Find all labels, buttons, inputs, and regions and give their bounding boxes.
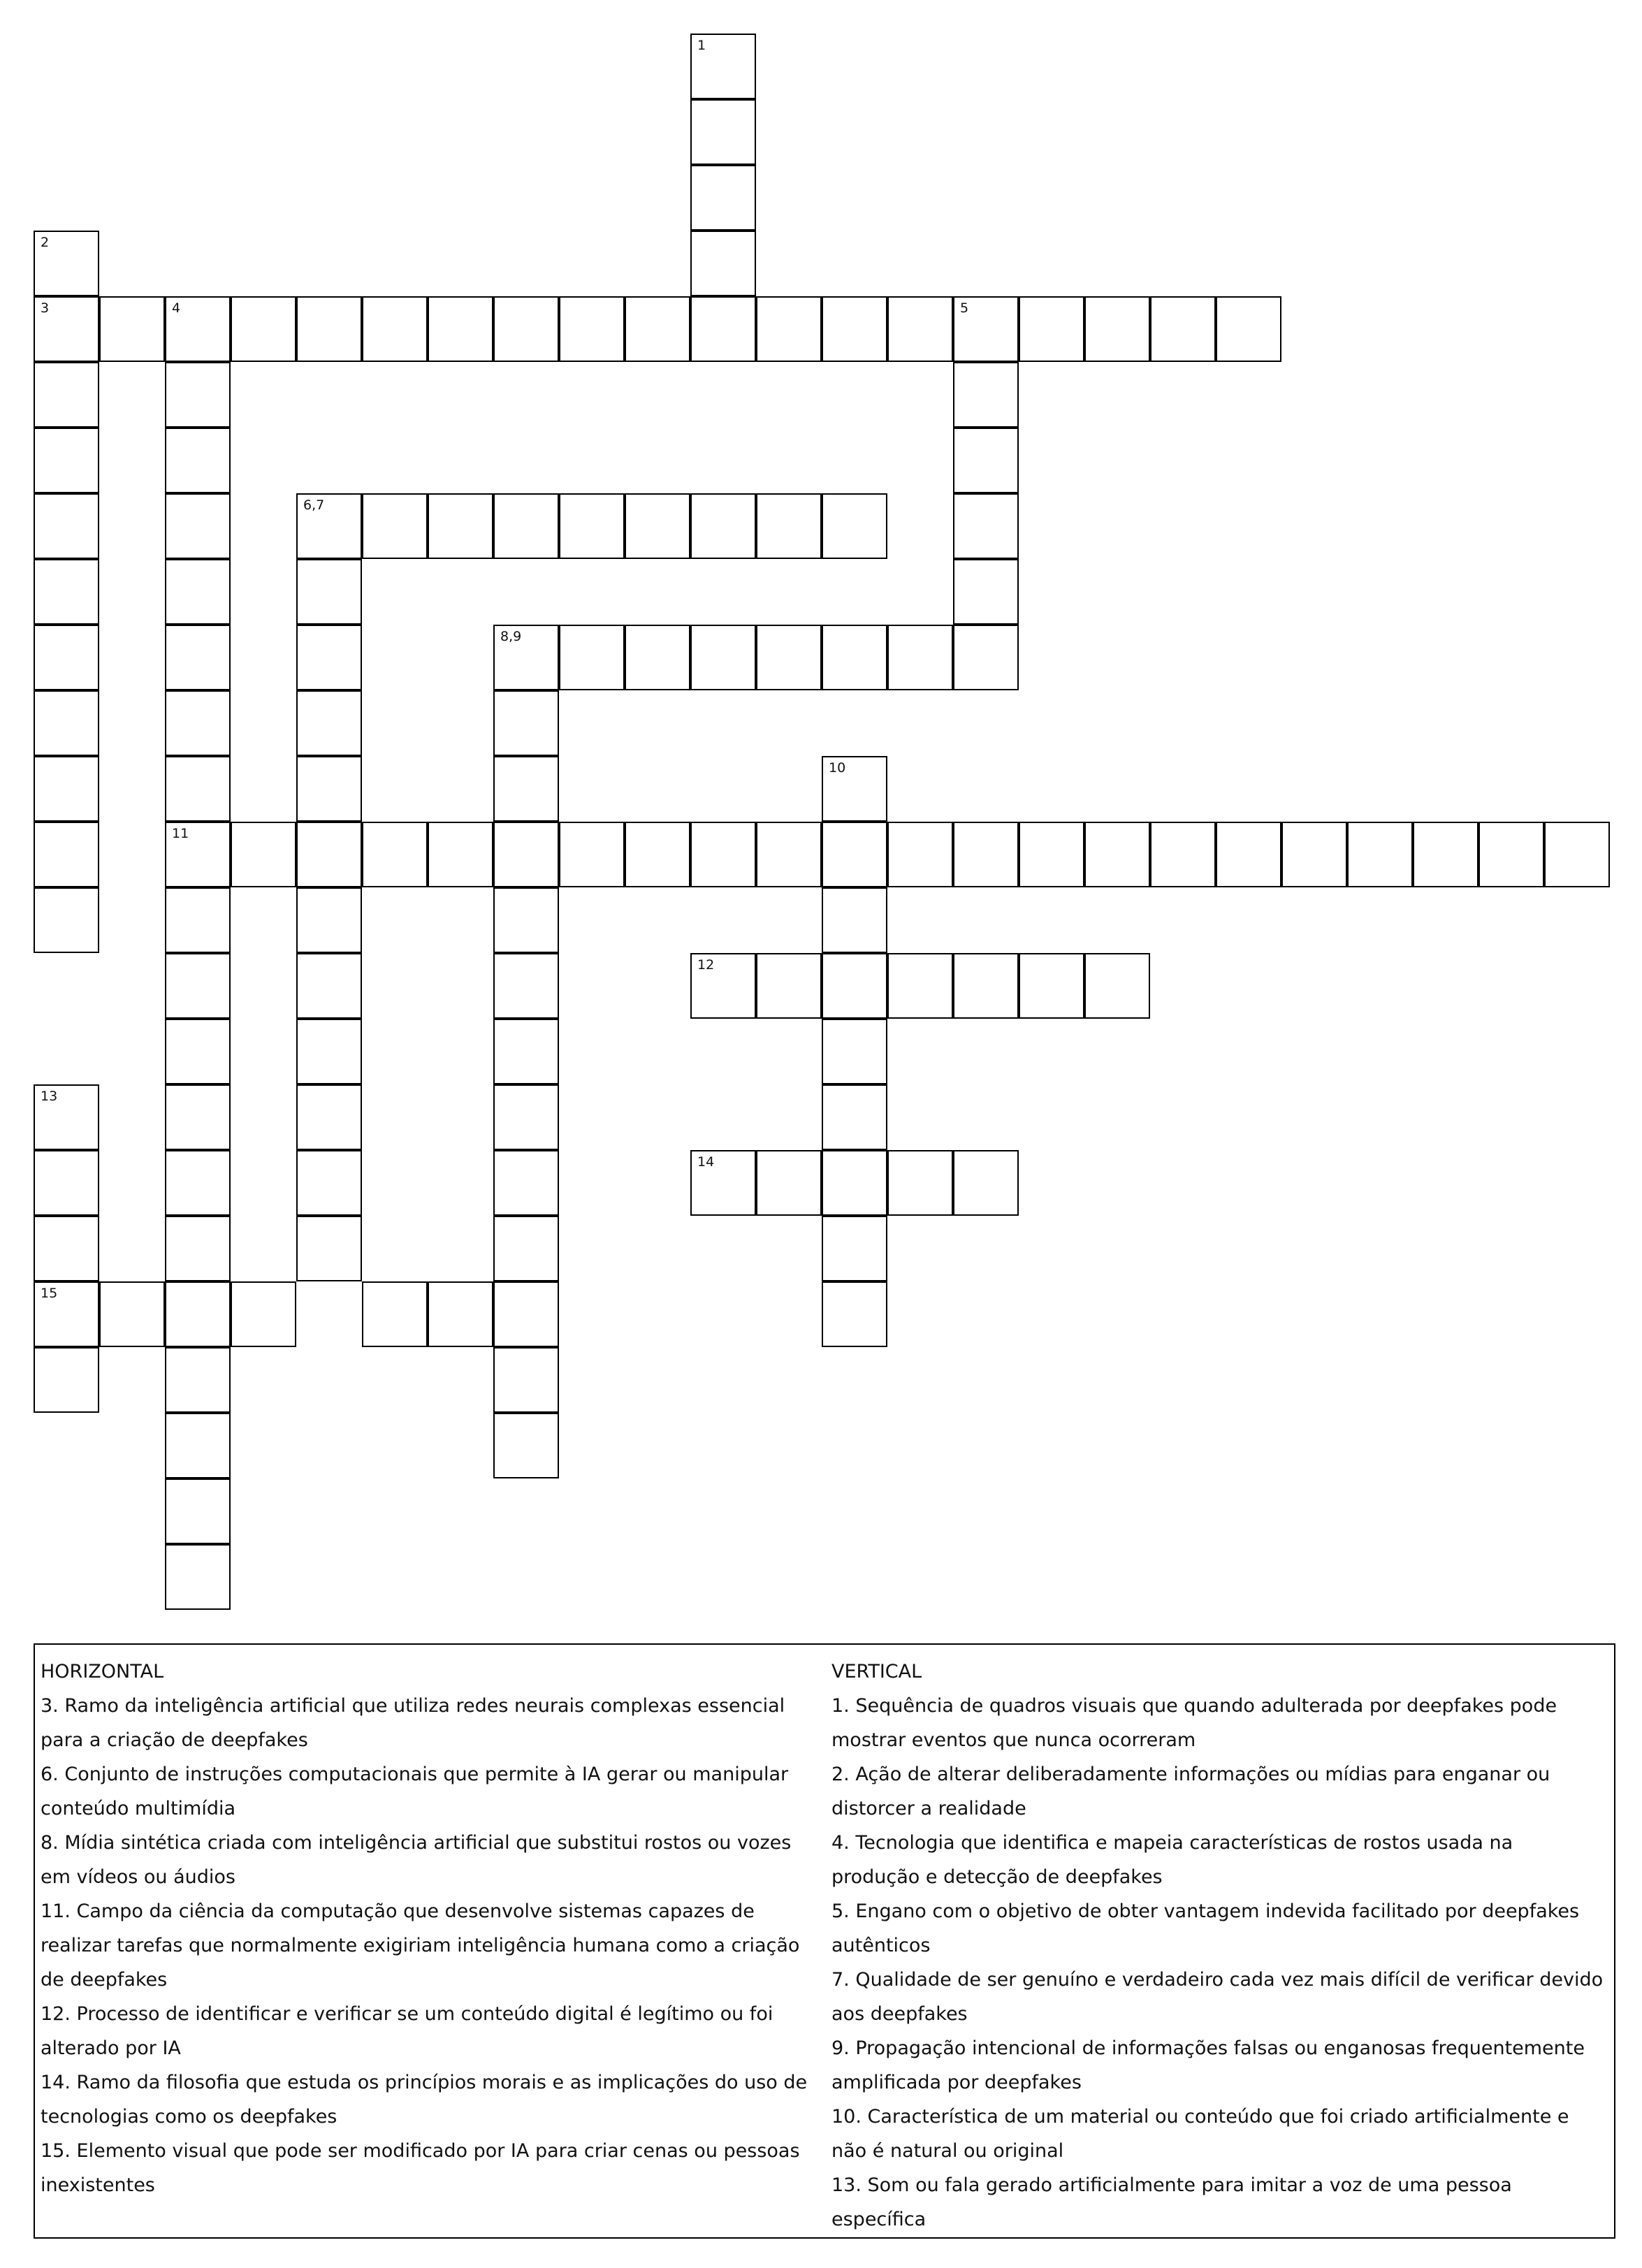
clue-number: 13 bbox=[41, 1089, 58, 1104]
grid-cell[interactable] bbox=[165, 690, 231, 756]
grid-cell[interactable] bbox=[493, 493, 559, 559]
grid-cell[interactable] bbox=[296, 953, 362, 1019]
vertical-clue-2: 2. Ação de alterar deliberadamente informações ou mídias para enganar ou distorcer a realidade bbox=[831, 1764, 1550, 1819]
grid-cell[interactable] bbox=[231, 296, 296, 362]
clue-number: 6,7 bbox=[303, 497, 325, 513]
horizontal-clue-14: 14. Ramo da filosofia que estuda os princípios morais e as implicações do uso de tecnologias como os deepfakes bbox=[41, 2072, 808, 2128]
grid-cell[interactable] bbox=[1084, 296, 1150, 362]
grid-cell[interactable] bbox=[493, 625, 559, 690]
grid-cell[interactable] bbox=[756, 953, 822, 1019]
grid-cell[interactable] bbox=[756, 493, 822, 559]
grid-cell[interactable] bbox=[822, 493, 887, 559]
grid-cell[interactable] bbox=[165, 428, 231, 493]
grid-cell[interactable] bbox=[296, 822, 362, 887]
grid-cell[interactable] bbox=[34, 1216, 99, 1281]
grid-cell[interactable] bbox=[887, 625, 953, 690]
grid-cell[interactable] bbox=[493, 887, 559, 953]
clue-number: 1 bbox=[697, 38, 706, 53]
grid-cell[interactable] bbox=[690, 165, 756, 231]
grid-cell[interactable] bbox=[428, 1281, 493, 1347]
grid-cell[interactable] bbox=[1216, 296, 1281, 362]
grid-cell[interactable] bbox=[1084, 953, 1150, 1019]
vertical-clue-9: 9. Propagação intencional de informações falsas ou enganosas frequentemente amplificada por deepfakes bbox=[831, 2037, 1585, 2093]
grid-cell[interactable] bbox=[165, 1150, 231, 1216]
grid-cell[interactable] bbox=[822, 1084, 887, 1150]
grid-cell[interactable] bbox=[34, 1281, 99, 1347]
grid-cell[interactable] bbox=[887, 953, 953, 1019]
grid-cell[interactable] bbox=[165, 362, 231, 428]
horizontal-clue-3: 3. Ramo da inteligência artificial que utiliza redes neurais complexas essencial para a criação de deepfakes bbox=[41, 1695, 785, 1751]
grid-cell[interactable] bbox=[756, 296, 822, 362]
horizontal-clue-6: 6. Conjunto de instruções computacionais que permite à IA gerar ou manipular conteúdo multimídia bbox=[41, 1764, 789, 1819]
grid-cell[interactable] bbox=[822, 625, 887, 690]
grid-cell[interactable] bbox=[887, 296, 953, 362]
grid-cell[interactable] bbox=[493, 1216, 559, 1281]
grid-cell[interactable] bbox=[1347, 822, 1413, 887]
grid-cell[interactable] bbox=[887, 1150, 953, 1216]
grid-cell[interactable] bbox=[953, 362, 1019, 428]
grid-cell[interactable] bbox=[822, 887, 887, 953]
grid-cell[interactable] bbox=[165, 1216, 231, 1281]
grid-cell[interactable] bbox=[690, 953, 756, 1019]
grid-cell[interactable] bbox=[296, 493, 362, 559]
grid-cell[interactable] bbox=[296, 625, 362, 690]
grid-cell[interactable] bbox=[625, 822, 690, 887]
clue-number: 4 bbox=[172, 300, 181, 316]
grid-cell[interactable] bbox=[559, 625, 625, 690]
grid-cell[interactable] bbox=[690, 625, 756, 690]
grid-cell[interactable] bbox=[34, 756, 99, 822]
grid-cell[interactable] bbox=[1084, 822, 1150, 887]
vertical-clue-10: 10. Característica de um material ou conteúdo que foi criado artificialmente e não é natural ou original bbox=[831, 2106, 1569, 2162]
clue-number: 12 bbox=[697, 957, 715, 973]
grid-cell[interactable] bbox=[1544, 822, 1610, 887]
grid-cell[interactable] bbox=[1216, 822, 1281, 887]
clue-number: 3 bbox=[41, 300, 50, 316]
grid-cell[interactable] bbox=[690, 296, 756, 362]
vertical-clue-1: 1. Sequência de quadros visuais que quando adulterada por deepfakes pode mostrar eventos que nunca ocorreram bbox=[831, 1695, 1557, 1751]
grid-cell[interactable] bbox=[34, 559, 99, 625]
grid-cell[interactable] bbox=[822, 953, 887, 1019]
grid-cell[interactable] bbox=[34, 231, 99, 296]
grid-cell[interactable] bbox=[690, 34, 756, 99]
grid-cell[interactable] bbox=[165, 1019, 231, 1084]
grid-cell[interactable] bbox=[953, 953, 1019, 1019]
grid-cell[interactable] bbox=[165, 1084, 231, 1150]
grid-cell[interactable] bbox=[165, 887, 231, 953]
grid-cell[interactable] bbox=[34, 690, 99, 756]
grid-cell[interactable] bbox=[165, 296, 231, 362]
grid-cell[interactable] bbox=[1281, 822, 1347, 887]
grid-cell[interactable] bbox=[822, 822, 887, 887]
grid-cell[interactable] bbox=[165, 1478, 231, 1544]
grid-cell[interactable] bbox=[34, 887, 99, 953]
horizontal-clue-15: 15. Elemento visual que pode ser modificado por IA para criar cenas ou pessoas inexistentes bbox=[41, 2140, 800, 2196]
grid-cell[interactable] bbox=[362, 1281, 428, 1347]
grid-cell[interactable] bbox=[34, 1150, 99, 1216]
grid-cell[interactable] bbox=[493, 1019, 559, 1084]
grid-cell[interactable] bbox=[822, 756, 887, 822]
grid-cell[interactable] bbox=[362, 296, 428, 362]
grid-cell[interactable] bbox=[296, 1150, 362, 1216]
grid-cell[interactable] bbox=[34, 493, 99, 559]
grid-cell[interactable] bbox=[493, 953, 559, 1019]
grid-cell[interactable] bbox=[428, 296, 493, 362]
grid-cell[interactable] bbox=[296, 887, 362, 953]
grid-cell[interactable] bbox=[493, 296, 559, 362]
grid-cell[interactable] bbox=[756, 625, 822, 690]
grid-cell[interactable] bbox=[296, 756, 362, 822]
grid-cell[interactable] bbox=[493, 1150, 559, 1216]
grid-cell[interactable] bbox=[953, 493, 1019, 559]
clue-number: 2 bbox=[41, 235, 50, 250]
grid-cell[interactable] bbox=[953, 559, 1019, 625]
grid-cell[interactable] bbox=[559, 493, 625, 559]
grid-cell[interactable] bbox=[953, 428, 1019, 493]
grid-cell[interactable] bbox=[231, 822, 296, 887]
grid-cell[interactable] bbox=[296, 296, 362, 362]
grid-cell[interactable] bbox=[34, 822, 99, 887]
vertical-clue-5: 5. Engano com o objetivo de obter vantagem indevida facilitado por deepfakes autênticos bbox=[831, 1900, 1580, 1956]
grid-cell[interactable] bbox=[887, 822, 953, 887]
grid-cell[interactable] bbox=[1019, 822, 1084, 887]
grid-cell[interactable] bbox=[34, 1084, 99, 1150]
grid-cell[interactable] bbox=[822, 296, 887, 362]
grid-cell[interactable] bbox=[231, 1281, 296, 1347]
grid-cell[interactable] bbox=[493, 690, 559, 756]
grid-cell[interactable] bbox=[953, 625, 1019, 690]
clues-panel bbox=[34, 1643, 1615, 2239]
grid-cell[interactable] bbox=[493, 1084, 559, 1150]
grid-cell[interactable] bbox=[559, 822, 625, 887]
grid-cell[interactable] bbox=[296, 1084, 362, 1150]
grid-cell[interactable] bbox=[756, 822, 822, 887]
grid-cell[interactable] bbox=[99, 1281, 165, 1347]
clue-number: 10 bbox=[829, 760, 846, 776]
horizontal-heading: HORIZONTAL bbox=[41, 1661, 164, 1682]
horizontal-clue-8: 8. Mídia sintética criada com inteligência artificial que substitui rostos ou vozes em vídeos ou áudios bbox=[41, 1832, 792, 1888]
grid-cell[interactable] bbox=[1019, 953, 1084, 1019]
grid-cell[interactable] bbox=[690, 822, 756, 887]
grid-cell[interactable] bbox=[296, 690, 362, 756]
grid-cell[interactable] bbox=[34, 362, 99, 428]
grid-cell[interactable] bbox=[953, 1150, 1019, 1216]
clue-number: 5 bbox=[960, 300, 969, 316]
grid-cell[interactable] bbox=[34, 625, 99, 690]
vertical-clue-7: 7. Qualidade de ser genuíno e verdadeiro cada vez mais difícil de verificar devido aos deepfakes bbox=[831, 1969, 1604, 2025]
grid-cell[interactable] bbox=[296, 559, 362, 625]
grid-cell[interactable] bbox=[625, 493, 690, 559]
grid-cell[interactable] bbox=[34, 1347, 99, 1413]
grid-cell[interactable] bbox=[428, 493, 493, 559]
grid-cell[interactable] bbox=[99, 296, 165, 362]
grid-cell[interactable] bbox=[690, 231, 756, 296]
grid-cell[interactable] bbox=[165, 1413, 231, 1478]
grid-cell[interactable] bbox=[953, 296, 1019, 362]
grid-cell[interactable] bbox=[822, 1150, 887, 1216]
clue-number: 14 bbox=[697, 1154, 715, 1170]
grid-cell[interactable] bbox=[822, 1019, 887, 1084]
grid-cell[interactable] bbox=[165, 1544, 231, 1610]
grid-cell[interactable] bbox=[690, 1150, 756, 1216]
vertical-heading: VERTICAL bbox=[831, 1661, 922, 1682]
vertical-clues bbox=[831, 1655, 1607, 2237]
grid-cell[interactable] bbox=[756, 1150, 822, 1216]
grid-cell[interactable] bbox=[165, 1347, 231, 1413]
grid-cell[interactable] bbox=[1413, 822, 1478, 887]
grid-cell[interactable] bbox=[625, 625, 690, 690]
grid-cell[interactable] bbox=[296, 1019, 362, 1084]
grid-cell[interactable] bbox=[34, 296, 99, 362]
grid-cell[interactable] bbox=[493, 822, 559, 887]
grid-cell[interactable] bbox=[822, 1281, 887, 1347]
horizontal-clues bbox=[41, 1655, 823, 2202]
vertical-clue-4: 4. Tecnologia que identifica e mapeia características de rostos usada na produção e detecção de deepfakes bbox=[831, 1832, 1513, 1888]
clue-number: 8,9 bbox=[500, 629, 522, 644]
grid-cell[interactable] bbox=[690, 493, 756, 559]
grid-cell[interactable] bbox=[428, 822, 493, 887]
grid-cell[interactable] bbox=[1150, 296, 1216, 362]
vertical-clue-13: 13. Som ou fala gerado artificialmente para imitar a voz de uma pessoa específica bbox=[831, 2174, 1512, 2230]
grid-cell[interactable] bbox=[362, 822, 428, 887]
grid-cell[interactable] bbox=[165, 559, 231, 625]
grid-cell[interactable] bbox=[1019, 296, 1084, 362]
grid-cell[interactable] bbox=[493, 756, 559, 822]
clue-number: 11 bbox=[172, 826, 189, 841]
grid-cell[interactable] bbox=[296, 1216, 362, 1281]
grid-cell[interactable] bbox=[559, 296, 625, 362]
horizontal-clue-12: 12. Processo de identificar e verificar se um conteúdo digital é legítimo ou foi alterado por IA bbox=[41, 2003, 773, 2059]
grid-cell[interactable] bbox=[690, 99, 756, 165]
grid-cell[interactable] bbox=[165, 1281, 231, 1347]
grid-cell[interactable] bbox=[493, 1281, 559, 1347]
grid-cell[interactable] bbox=[165, 625, 231, 690]
grid-cell[interactable] bbox=[953, 822, 1019, 887]
grid-cell[interactable] bbox=[493, 1347, 559, 1413]
grid-cell[interactable] bbox=[493, 1413, 559, 1478]
grid-cell[interactable] bbox=[165, 822, 231, 887]
grid-cell[interactable] bbox=[165, 756, 231, 822]
grid-cell[interactable] bbox=[625, 296, 690, 362]
grid-cell[interactable] bbox=[1478, 822, 1544, 887]
grid-cell[interactable] bbox=[822, 1216, 887, 1281]
grid-cell[interactable] bbox=[165, 493, 231, 559]
clue-number: 15 bbox=[41, 1286, 58, 1301]
grid-cell[interactable] bbox=[34, 428, 99, 493]
grid-cell[interactable] bbox=[362, 493, 428, 559]
grid-cell[interactable] bbox=[165, 953, 231, 1019]
horizontal-clue-11: 11. Campo da ciência da computação que desenvolve sistemas capazes de realizar tarefas que normalmente exigiriam inteligência humana como a criação de deepfakes bbox=[41, 1900, 800, 1991]
grid-cell[interactable] bbox=[1150, 822, 1216, 887]
